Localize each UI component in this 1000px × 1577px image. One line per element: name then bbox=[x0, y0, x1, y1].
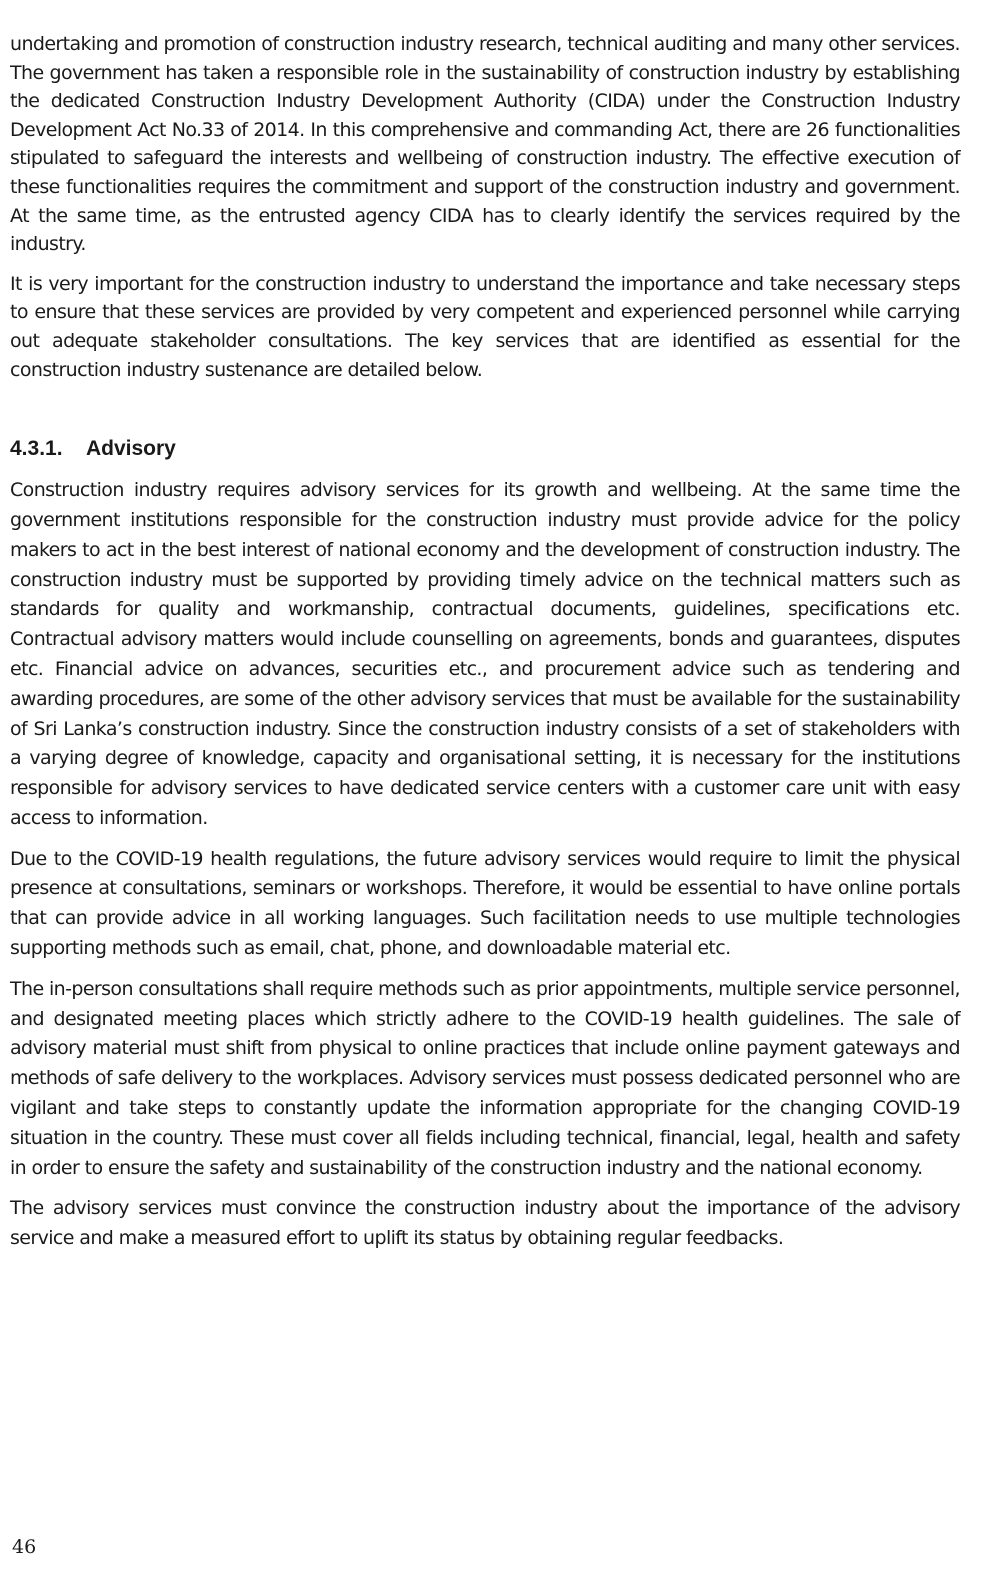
intro-paragraph-2: It is very important for the construction industry to understand the importance and take necessary steps to ensure that these services are provided by very competent and experienced personnel while carrying out adequate stakeholder consultations. The key services that are identified as essential for the construction industry sustenance are detailed below. bbox=[10, 272, 960, 381]
section-number: 4.3.1. bbox=[10, 437, 63, 461]
section-title: Advisory bbox=[86, 437, 176, 461]
advisory-paragraph-2: Due to the COVID-19 health regulations, the future advisory services would require to limit the physical presence at consultations, seminars or workshops. Therefore, it would be essential to have online portals that can provide advice in all working languages. Such facilitation needs to use multiple technologies supporting methods such as email, chat, phone, and downloadable material etc. bbox=[10, 847, 960, 960]
advisory-paragraph-1: Construction industry requires advisory services for its growth and wellbeing. At the same time the government institutions responsible for the construction industry must provide advice for the policy makers to act in the best interest of national economy and the development of construction industry. The construction industry must be supported by providing timely advice on the technical matters such as standards for quality and workmanship, contractual documents, guidelines, specifications etc. Contractual advisory matters would include counselling on agreements, bonds and guarantees, disputes etc. Financial advice on advances, securities etc., and procurement advice such as tendering and awarding procedures, are some of the other advisory services that must be available for the sustainability of Sri Lanka’s construction industry. Since the construction industry consists of a set of stakeholders with a varying degree of knowledge, capacity and organisational setting, it is necessary for the institutions responsible for advisory services to have dedicated service centers with a customer care unit with easy access to information. bbox=[10, 479, 960, 829]
section-heading bbox=[10, 434, 960, 464]
advisory-paragraph-3: The in-person consultations shall require methods such as prior appointments, multiple service personnel, and designated meeting places which strictly adhere to the COVID-19 health guidelines. The sale of advisory material must shift from physical to online practices that include online payment gateways and methods of safe delivery to the workplaces. Advisory services must possess dedicated personnel who are vigilant and take steps to constantly update the information appropriate for the changing COVID-19 situation in the country. These must cover all fields including technical, financial, legal, health and safety in order to ensure the safety and sustainability of the construction industry and the national economy. bbox=[10, 977, 960, 1179]
advisory-paragraph-4: The advisory services must convince the construction industry about the importance of the advisory service and make a measured effort to uplift its status by obtaining regular feedbacks. bbox=[10, 1197, 960, 1250]
page-number: 46 bbox=[12, 1536, 37, 1558]
page-content bbox=[10, 30, 960, 1254]
intro-paragraph-1: undertaking and promotion of construction industry research, technical auditing and many other services. The government has taken a responsible role in the sustainability of construction industry by establishing the dedicated Construction Industry Development Authority (CIDA) under the Construction Industry Development Act No.33 of 2014. In this comprehensive and commanding Act, there are 26 functionalities stipulated to safeguard the interests and wellbeing of construction industry. The effective execution of these functionalities requires the commitment and support of the construction industry and government. At the same time, as the entrusted agency CIDA has to clearly identify the services required by the industry. bbox=[10, 33, 960, 256]
